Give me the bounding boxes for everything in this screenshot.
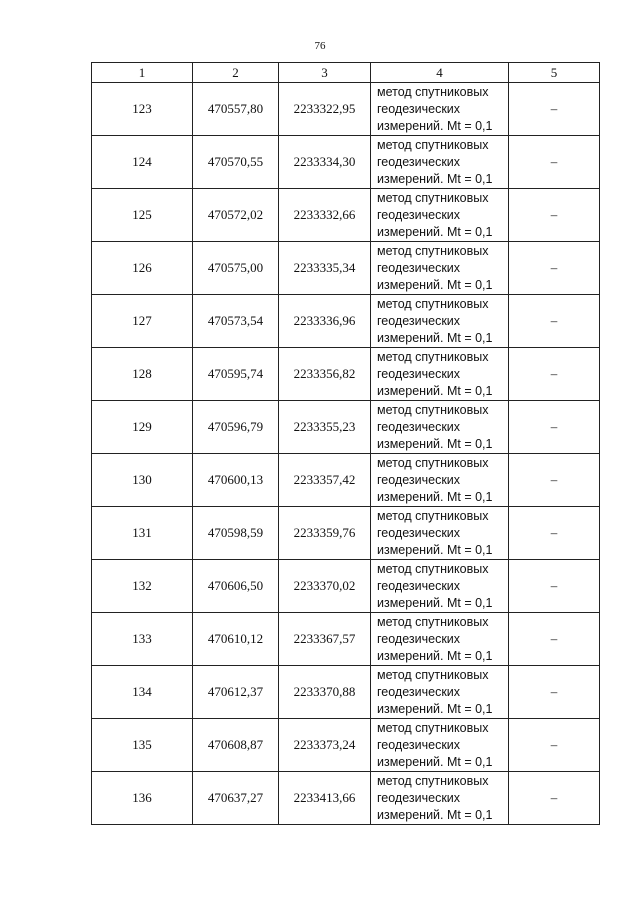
x-coordinate-cell: 470596,79	[193, 401, 279, 454]
method-line-2: геодезических	[377, 737, 461, 752]
method-line-2: геодезических	[377, 313, 461, 328]
y-coordinate-cell: 2233356,82	[279, 348, 371, 401]
method-line-3: измерений. Mt = 0,1	[377, 383, 493, 398]
method-line-1: метод спутниковых	[377, 190, 489, 205]
y-coordinate-cell: 2233322,95	[279, 83, 371, 136]
method-cell	[371, 666, 509, 719]
point-number-cell: 128	[92, 348, 193, 401]
method-line-1: метод спутниковых	[377, 614, 489, 629]
table-row	[92, 719, 600, 772]
column-5-cell: –	[509, 295, 600, 348]
x-coordinate-cell: 470572,02	[193, 189, 279, 242]
table-row	[92, 560, 600, 613]
table-row	[92, 666, 600, 719]
point-number-cell: 132	[92, 560, 193, 613]
x-coordinate-cell: 470600,13	[193, 454, 279, 507]
column-header-5: 5	[509, 63, 600, 83]
method-line-3: измерений. Mt = 0,1	[377, 701, 493, 716]
method-cell	[371, 242, 509, 295]
method-line-2: геодезических	[377, 472, 461, 487]
column-header-2: 2	[193, 63, 279, 83]
method-line-1: метод спутниковых	[377, 773, 489, 788]
method-line-2: геодезических	[377, 366, 461, 381]
column-5-cell: –	[509, 772, 600, 825]
table-row	[92, 136, 600, 189]
x-coordinate-cell: 470608,87	[193, 719, 279, 772]
column-5-cell: –	[509, 348, 600, 401]
table-row	[92, 613, 600, 666]
method-line-3: измерений. Mt = 0,1	[377, 224, 493, 239]
y-coordinate-cell: 2233332,66	[279, 189, 371, 242]
table-row	[92, 454, 600, 507]
method-line-3: измерений. Mt = 0,1	[377, 171, 493, 186]
column-5-cell: –	[509, 454, 600, 507]
point-number-cell: 125	[92, 189, 193, 242]
method-line-2: геодезических	[377, 631, 461, 646]
point-number-cell: 127	[92, 295, 193, 348]
method-line-3: измерений. Mt = 0,1	[377, 436, 493, 451]
method-line-2: геодезических	[377, 578, 461, 593]
x-coordinate-cell: 470610,12	[193, 613, 279, 666]
y-coordinate-cell: 2233413,66	[279, 772, 371, 825]
point-number-cell: 126	[92, 242, 193, 295]
table-row	[92, 401, 600, 454]
table-header-row	[92, 63, 600, 83]
column-5-cell: –	[509, 136, 600, 189]
method-line-2: геодезических	[377, 101, 461, 116]
column-5-cell: –	[509, 507, 600, 560]
column-5-cell: –	[509, 189, 600, 242]
point-number-cell: 136	[92, 772, 193, 825]
method-cell	[371, 560, 509, 613]
y-coordinate-cell: 2233373,24	[279, 719, 371, 772]
method-line-3: измерений. Mt = 0,1	[377, 277, 493, 292]
table-row	[92, 348, 600, 401]
method-line-1: метод спутниковых	[377, 349, 489, 364]
method-cell	[371, 507, 509, 560]
y-coordinate-cell: 2233334,30	[279, 136, 371, 189]
method-cell	[371, 401, 509, 454]
y-coordinate-cell: 2233336,96	[279, 295, 371, 348]
method-cell	[371, 83, 509, 136]
method-line-2: геодезических	[377, 525, 461, 540]
method-cell	[371, 295, 509, 348]
x-coordinate-cell: 470595,74	[193, 348, 279, 401]
column-5-cell: –	[509, 719, 600, 772]
method-cell	[371, 772, 509, 825]
point-number-cell: 131	[92, 507, 193, 560]
method-line-2: геодезических	[377, 684, 461, 699]
x-coordinate-cell: 470570,55	[193, 136, 279, 189]
method-line-2: геодезических	[377, 419, 461, 434]
method-line-3: измерений. Mt = 0,1	[377, 648, 493, 663]
column-5-cell: –	[509, 560, 600, 613]
x-coordinate-cell: 470598,59	[193, 507, 279, 560]
method-line-2: геодезических	[377, 154, 461, 169]
method-line-3: измерений. Mt = 0,1	[377, 754, 493, 769]
x-coordinate-cell: 470575,00	[193, 242, 279, 295]
x-coordinate-cell: 470557,80	[193, 83, 279, 136]
x-coordinate-cell: 470606,50	[193, 560, 279, 613]
point-number-cell: 123	[92, 83, 193, 136]
point-number-cell: 129	[92, 401, 193, 454]
table-row	[92, 507, 600, 560]
method-line-3: измерений. Mt = 0,1	[377, 330, 493, 345]
point-number-cell: 130	[92, 454, 193, 507]
table-row	[92, 772, 600, 825]
coordinates-table	[91, 62, 600, 825]
column-5-cell: –	[509, 83, 600, 136]
method-line-3: измерений. Mt = 0,1	[377, 807, 493, 822]
method-line-2: геодезических	[377, 790, 461, 805]
x-coordinate-cell: 470637,27	[193, 772, 279, 825]
y-coordinate-cell: 2233359,76	[279, 507, 371, 560]
column-5-cell: –	[509, 401, 600, 454]
method-line-1: метод спутниковых	[377, 455, 489, 470]
method-line-1: метод спутниковых	[377, 508, 489, 523]
method-cell	[371, 454, 509, 507]
table-row	[92, 189, 600, 242]
method-line-2: геодезических	[377, 260, 461, 275]
column-5-cell: –	[509, 613, 600, 666]
method-line-3: измерений. Mt = 0,1	[377, 489, 493, 504]
x-coordinate-cell: 470612,37	[193, 666, 279, 719]
method-line-3: измерений. Mt = 0,1	[377, 542, 493, 557]
method-line-1: метод спутниковых	[377, 402, 489, 417]
method-cell	[371, 613, 509, 666]
column-header-1: 1	[92, 63, 193, 83]
point-number-cell: 133	[92, 613, 193, 666]
column-header-4: 4	[371, 63, 509, 83]
method-line-3: измерений. Mt = 0,1	[377, 118, 493, 133]
x-coordinate-cell: 470573,54	[193, 295, 279, 348]
point-number-cell: 124	[92, 136, 193, 189]
method-line-1: метод спутниковых	[377, 137, 489, 152]
method-line-1: метод спутниковых	[377, 296, 489, 311]
method-line-1: метод спутниковых	[377, 720, 489, 735]
table-row	[92, 83, 600, 136]
y-coordinate-cell: 2233367,57	[279, 613, 371, 666]
table-row	[92, 295, 600, 348]
method-cell	[371, 136, 509, 189]
method-line-2: геодезических	[377, 207, 461, 222]
method-line-1: метод спутниковых	[377, 561, 489, 576]
point-number-cell: 134	[92, 666, 193, 719]
y-coordinate-cell: 2233370,02	[279, 560, 371, 613]
column-5-cell: –	[509, 666, 600, 719]
y-coordinate-cell: 2233357,42	[279, 454, 371, 507]
point-number-cell: 135	[92, 719, 193, 772]
method-line-1: метод спутниковых	[377, 84, 489, 99]
method-line-1: метод спутниковых	[377, 243, 489, 258]
method-cell	[371, 348, 509, 401]
column-header-3: 3	[279, 63, 371, 83]
table-row	[92, 242, 600, 295]
y-coordinate-cell: 2233335,34	[279, 242, 371, 295]
page-number: 76	[314, 40, 326, 52]
method-cell	[371, 189, 509, 242]
method-line-1: метод спутниковых	[377, 667, 489, 682]
y-coordinate-cell: 2233370,88	[279, 666, 371, 719]
method-cell	[371, 719, 509, 772]
y-coordinate-cell: 2233355,23	[279, 401, 371, 454]
column-5-cell: –	[509, 242, 600, 295]
method-line-3: измерений. Mt = 0,1	[377, 595, 493, 610]
